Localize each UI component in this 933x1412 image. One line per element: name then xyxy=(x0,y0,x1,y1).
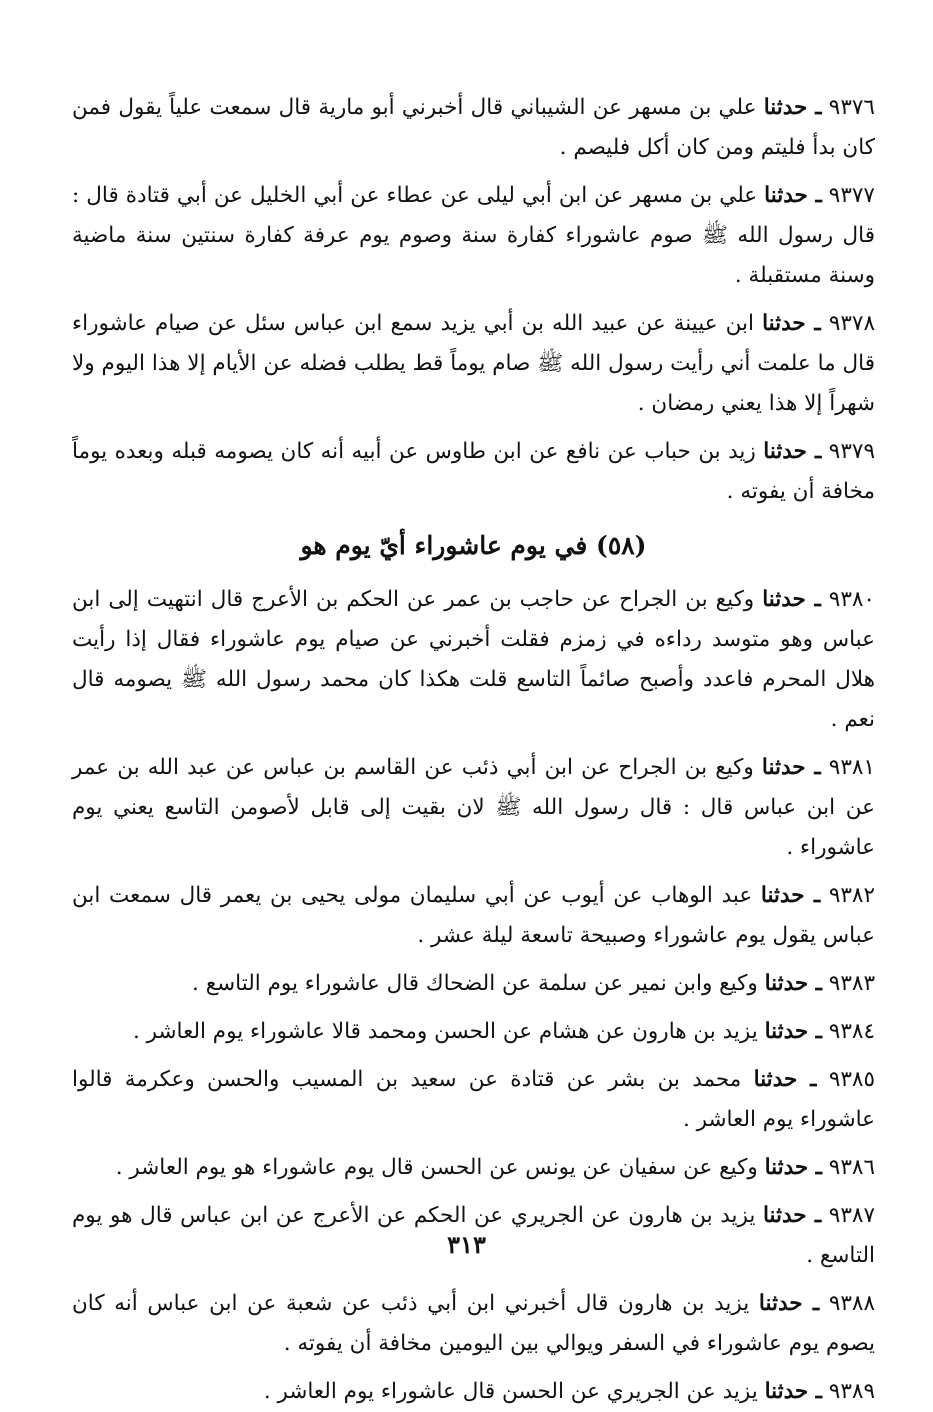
hadith-9376 xyxy=(72,88,875,168)
hadith-number: ٩٣٧٨ xyxy=(828,311,876,336)
hadith-9377 xyxy=(72,176,875,296)
hadith-number: ٩٣٨٩ xyxy=(828,1379,875,1404)
hadith-lead: ـ حدثنا xyxy=(764,971,822,996)
page-number: ٣١٣ xyxy=(447,1230,486,1259)
hadith-text: يزيد عن الجريري عن الحسن قال عاشوراء يوم العاشر . xyxy=(263,1379,758,1404)
hadith-number: ٩٣٨٠ xyxy=(828,587,875,612)
hadith-text: وكيع بن الجراح عن ابن أبي ذئب عن القاسم بن عباس عن عبد الله بن عمر عن ابن عباس قال : قال رسول الله ﷺ لان بقيت إلى قابل لأصومن التاسع يعني يوم عاشوراء . xyxy=(72,755,875,860)
hadith-9383 xyxy=(72,964,875,1004)
hadith-number: ٩٣٨٧ xyxy=(828,1203,875,1228)
hadith-number: ٩٣٨٢ xyxy=(828,883,876,908)
hadith-lead: ـ حدثنا xyxy=(764,183,822,208)
hadith-number: ٩٣٨٣ xyxy=(828,971,875,996)
hadith-text: يزيد بن هارون قال أخبرني ابن أبي ذئب عن شعبة عن ابن عباس أنه كان يصوم يوم عاشوراء في السفر ويوالي بين اليومين مخافة أن يفوته . xyxy=(72,1291,875,1356)
hadith-lead: ـ حدثنا xyxy=(761,755,821,780)
hadith-text: علي بن مسهر عن ابن أبي ليلى عن عطاء عن أبي الخليل عن أبي قتادة قال : قال رسول الله ﷺ صوم عاشوراء كفارة سنة وصوم يوم عرفة كفارة سنتين سنة ماضية وسنة مستقبلة . xyxy=(72,183,875,288)
hadith-lead: ـ حدثنا xyxy=(762,587,821,612)
section-heading: (٥٨) في يوم عاشوراء أيّ يوم هو xyxy=(300,531,647,560)
hadith-lead: ـ حدثنا xyxy=(763,1203,822,1228)
hadith-lead: ـ حدثنا xyxy=(758,1291,820,1316)
hadith-lead: ـ حدثنا xyxy=(762,311,821,336)
hadith-number: ٩٣٧٧ xyxy=(828,183,875,208)
hadith-9381 xyxy=(72,748,875,868)
hadith-number: ٩٣٨٨ xyxy=(828,1291,876,1316)
hadith-9384 xyxy=(72,1012,875,1052)
hadith-9385 xyxy=(72,1060,875,1140)
hadith-text: وكيع عن سفيان عن يونس عن الحسن قال يوم عاشوراء هو يوم العاشر . xyxy=(115,1155,758,1180)
hadith-text: عبد الوهاب عن أيوب عن أبي سليمان مولى يحيى بن يعمر قال سمعت ابن عباس يقول يوم عاشوراء وصبيحة تاسعة ليلة عشر . xyxy=(72,883,875,948)
hadith-number: ٩٣٨٤ xyxy=(828,1019,875,1044)
hadith-9386 xyxy=(72,1148,875,1188)
hadith-number: ٩٣٧٦ xyxy=(828,95,875,120)
hadith-lead: ـ حدثنا xyxy=(760,883,821,908)
hadith-9378 xyxy=(72,304,875,424)
hadith-text: ابن عيينة عن عبيد الله بن أبي يزيد سمع ابن عباس سئل عن صيام عاشوراء قال ما علمت أني رأيت رسول الله ﷺ صام يوماً قط يطلب فضله عن الأيام إلا هذا اليوم ولا شهراً إلا هذا يعني رمضان . xyxy=(72,311,875,416)
hadith-text: وكيع وابن نمير عن سلمة عن الضحاك قال عاشوراء يوم التاسع . xyxy=(192,971,758,996)
hadith-text: يزيد بن هارون عن هشام عن الحسن ومحمد قالا عاشوراء يوم العاشر . xyxy=(132,1019,758,1044)
hadith-lead: ـ حدثنا xyxy=(764,1019,822,1044)
hadith-lead: ـ حدثنا xyxy=(753,1067,817,1092)
hadith-lead: ـ حدثنا xyxy=(764,1379,822,1404)
hadith-9388 xyxy=(72,1284,875,1364)
hadith-9389 xyxy=(72,1372,875,1412)
hadith-number: ٩٣٨٦ xyxy=(828,1155,875,1180)
hadith-number: ٩٣٨١ xyxy=(828,755,875,780)
hadith-lead: ـ حدثنا xyxy=(763,95,822,120)
hadith-text: محمد بن بشر عن قتادة عن سعيد بن المسيب والحسن وعكرمة قالوا عاشوراء يوم العاشر . xyxy=(72,1067,875,1132)
hadith-lead: ـ حدثنا xyxy=(763,439,822,464)
text-block xyxy=(72,88,875,1412)
hadith-text: وكيع بن الجراح عن حاجب بن عمر عن الحكم بن الأعرج قال انتهيت إلى ابن عباس وهو متوسد رداءه في زمزم فقلت أخبرني عن صيام يوم عاشوراء فقال إذا رأيت هلال المحرم فاعدد وأصبح صائماً التاسع قلت هكذا كان محمد رسول الله ﷺ يصومه قال نعم . xyxy=(72,587,875,732)
hadith-text: زيد بن حباب عن نافع عن ابن طاوس عن أبيه أنه كان يصومه قبله وبعده يوماً مخافة أن يفوته . xyxy=(72,439,875,504)
hadith-number: ٩٣٧٩ xyxy=(828,439,875,464)
hadith-number: ٩٣٨٥ xyxy=(828,1067,876,1092)
hadith-9379 xyxy=(72,432,875,512)
hadith-text: يزيد بن هارون عن الجريري عن الحكم عن الأعرج عن ابن عباس قال هو يوم التاسع . xyxy=(72,1203,875,1268)
hadith-text: علي بن مسهر عن الشيباني قال أخبرني أبو مارية قال سمعت علياً يقول فمن كان بدأ فليتم ومن كان أكل فليصم . xyxy=(72,95,875,160)
hadith-lead: ـ حدثنا xyxy=(764,1155,822,1180)
hadith-9382 xyxy=(72,876,875,956)
hadith-9380 xyxy=(72,580,875,740)
